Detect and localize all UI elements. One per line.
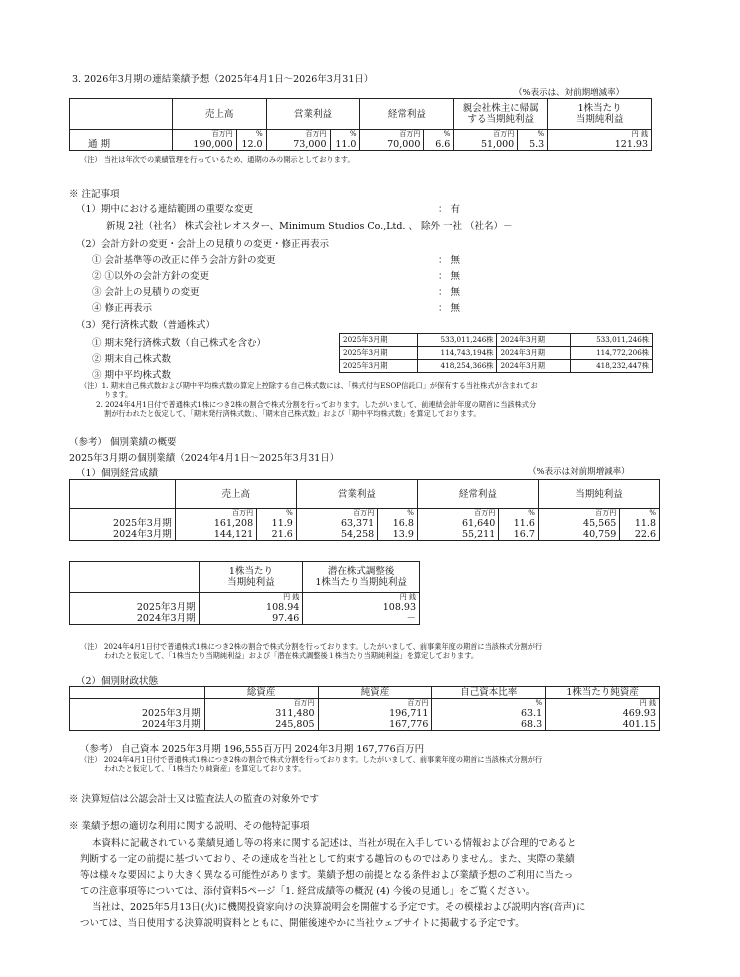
unit-million: 百万円: [538, 509, 619, 519]
forecast-value: 6.6: [424, 139, 454, 151]
forecast-row-label: 通 期: [70, 139, 173, 151]
caution-p1-line: 等は様々な要因により大きく異なる可能性があります。業績予想の前提となる条件および業績予想のご利用に当たっ: [80, 870, 574, 881]
shares-period: 2024年3月期: [497, 347, 571, 360]
shares-period: 2025年3月期: [340, 347, 418, 360]
individual-eps-table: [69, 561, 420, 625]
unit-million: 百万円: [318, 699, 432, 709]
unit-yen: 円 銭: [303, 593, 420, 603]
fin-row-label: 2025年3月期: [70, 708, 205, 719]
results-value: 13.9: [378, 529, 418, 541]
shares-note2a: 2. 2024年4月1日付で普通株式1株につき2株の割合で株式分割を行っております。したがいまして、前連結会計年度の期首に当該株式分: [96, 400, 537, 409]
notes-item3: （3）発行済株式数（普通株式）: [76, 320, 216, 331]
fin-header-assets: 総資産: [204, 687, 318, 699]
results-value: 161,208: [175, 518, 256, 529]
results-row-label: 2025年3月期: [70, 518, 176, 529]
forecast-value: 70,000: [360, 139, 424, 151]
forecast-header-eps-line2: 当期純利益: [575, 114, 624, 125]
unit-million: 百万円: [204, 699, 318, 709]
notes-item2-value: ： 無: [438, 255, 461, 266]
individual-financial-table: [69, 686, 660, 731]
eps-row-label: 2025年3月期: [70, 602, 200, 613]
forecast-header-net-income-line1: 親会社株主に帰属: [462, 103, 539, 114]
forecast-header-sales: 売上高: [172, 99, 266, 130]
notes-item2-row: ② ①以外の会計方針の変更: [92, 271, 210, 282]
eps-header-eps-line2: 当期純利益: [227, 577, 275, 588]
fin-header-net-assets: 純資産: [318, 687, 432, 699]
results-value: 11.8: [620, 518, 660, 529]
notes-item2-row: ③ 会計上の見積りの変更: [92, 287, 200, 298]
eps-note-a: （注） 2024年4月1日付で普通株式1株につき2株の割合で株式分割を行っております。したがいまして、前事業年度の期首に当該株式分割が行: [80, 642, 543, 651]
eps-note-b: われたと仮定して、「1株当たり当期純利益」および「潜在株式調整後１株当たり当期純利益」を算定しております。: [104, 651, 479, 660]
fin-value: 196,711: [318, 708, 432, 719]
notes-item2: （2）会計方針の変更・会計上の見積りの変更・修正再表示: [76, 239, 330, 250]
results-value: 16.8: [378, 518, 418, 529]
shares-value: 418,232,447株: [571, 360, 653, 373]
forecast-value: 5.3: [518, 139, 548, 151]
results-value: 45,565: [538, 518, 619, 529]
fin-value: 245,805: [204, 719, 318, 731]
unit-yen: 円 銭: [199, 593, 303, 603]
results-value: 11.9: [257, 518, 297, 529]
eps-header-eps-line1: 1株当たり: [228, 566, 273, 577]
forecast-header-eps-line1: 1株当たり: [577, 103, 622, 114]
unit-pct: %: [432, 699, 546, 709]
unit-pct: %: [236, 130, 266, 140]
shares-row-label: ② 期末自己株式数: [92, 354, 172, 365]
forecast-unit-note: （%表示は、対前期増減率）: [514, 88, 625, 98]
unit-million: 百万円: [360, 130, 424, 140]
caution-p1-line: ての注意事項等については、添付資料5ページ「1. 経営成績等の概況 (4) 今後の見通し」をご覧ください。: [80, 886, 536, 897]
fin-header-blank: [70, 687, 205, 699]
results-header-blank: [70, 480, 176, 509]
reference-unit-note: （%表示は対前期増減率）: [528, 467, 630, 477]
unit-million: 百万円: [454, 130, 518, 140]
forecast-value: 11.0: [330, 139, 360, 151]
forecast-title: 3. 2026年3月期の連結業績予想（2025年4月1日～2026年3月31日）: [72, 74, 374, 85]
forecast-header-ordinary: 経常利益: [360, 99, 454, 130]
notes-item1-detail: 新規 2社（社名） 株式会社レオスター、Minimum Studios Co.,Ltd. 、 除外 一社 （社名）－: [106, 221, 513, 232]
unit-pct: %: [620, 509, 660, 519]
eps-value: 108.93: [303, 602, 420, 613]
results-value: 54,258: [296, 529, 377, 541]
forecast-header-operating: 営業利益: [266, 99, 360, 130]
notes-item2-value: ： 無: [438, 287, 461, 298]
eps-value: 108.94: [199, 602, 303, 613]
results-row-label: 2024年3月期: [70, 529, 176, 541]
notes-item2-value: ： 無: [438, 303, 461, 314]
fin-value: 63.1: [432, 708, 546, 719]
forecast-header-blank: [70, 99, 173, 130]
notes-title: ※ 注記事項: [69, 189, 120, 200]
audit-statement: ※ 決算短信は公認会計士又は監査法人の監査の対象外です: [69, 794, 320, 805]
unit-pct: %: [518, 130, 548, 140]
results-value: 21.6: [257, 529, 297, 541]
caution-p1-line: 判断する一定の前提に基づいており、その達成を当社として約束する趣旨のものではありません。また、実際の業績: [80, 854, 575, 865]
fin-header-equity-ratio: 自己資本比率: [432, 687, 546, 699]
results-value: 22.6: [620, 529, 660, 541]
results-header-operating: 営業利益: [296, 480, 417, 509]
forecast-header-eps: [548, 99, 652, 130]
eps-header-eps: [199, 562, 303, 593]
forecast-value: 12.0: [236, 139, 266, 151]
reference-subtitle: 2025年3月期の個別業績（2024年4月1日～2025年3月31日）: [69, 453, 340, 464]
shares-value: 114,743,194株: [417, 347, 497, 360]
reference-item2: （2）個別財政状態: [76, 676, 159, 687]
fin-value: 167,776: [318, 719, 432, 731]
fin-row-label: 2024年3月期: [70, 719, 205, 731]
eps-value: 97.46: [199, 613, 303, 625]
unit-yen: 円 銭: [548, 130, 652, 140]
results-value: 16.7: [499, 529, 539, 541]
forecast-value: 121.93: [548, 139, 652, 151]
shares-note1b: ります。: [104, 390, 133, 399]
forecast-header-net-income: [454, 99, 548, 130]
forecast-unit-blank: [70, 130, 173, 140]
results-value: 61,640: [417, 518, 498, 529]
reference-item1: （1）個別経営成績: [76, 468, 159, 479]
notes-item1-value: ： 有: [438, 204, 461, 215]
fin-note-a: （注） 2024年4月1日付で普通株式1株につき2株の割合で株式分割を行っております。したがいまして、前事業年度の期首に当該株式分割が行: [80, 755, 543, 764]
notes-item2-row: ④ 修正再表示: [92, 303, 153, 314]
caution-p2-line: 当社は、2025年5月13日(火)に機関投資家向けの決算説明会を開催する予定です。その模様および説明内容(音声)に: [92, 902, 586, 913]
unit-million: 百万円: [296, 509, 377, 519]
forecast-table: [69, 98, 652, 151]
unit-million: 百万円: [172, 130, 236, 140]
shares-period: 2024年3月期: [497, 334, 571, 347]
eps-header-diluted: [303, 562, 420, 593]
forecast-value: 190,000: [172, 139, 236, 151]
eps-header-blank: [70, 562, 200, 593]
unit-yen: 円 銭: [546, 699, 660, 709]
individual-results-table: [69, 479, 660, 541]
shares-row-label: ① 期末発行済株式数（自己株式を含む）: [92, 338, 267, 349]
reference-title: （参考） 個別業績の概要: [69, 437, 177, 448]
results-value: 63,371: [296, 518, 377, 529]
shares-period: 2025年3月期: [340, 360, 418, 373]
shares-value: 533,011,246株: [417, 334, 497, 347]
eps-row-label: 2024年3月期: [70, 613, 200, 625]
results-value: 144,121: [175, 529, 256, 541]
forecast-value: 51,000: [454, 139, 518, 151]
results-header-net: 当期純利益: [538, 480, 659, 509]
shares-value: 114,772,206株: [571, 347, 653, 360]
results-value: 40,759: [538, 529, 619, 541]
unit-pct: %: [330, 130, 360, 140]
shares-note2b: 割が行われたと仮定して、「期末発行済株式数」、「期末自己株式数」および「期中平均株式数」を算定しております。: [104, 409, 481, 418]
notes-item2-value: ： 無: [438, 271, 461, 282]
notes-item2-row: ① 会計基準等の改正に伴う会計方針の変更: [92, 255, 276, 266]
fin-value: 68.3: [432, 719, 546, 731]
fin-unit-blank: [70, 699, 205, 709]
fin-value: 311,480: [204, 708, 318, 719]
shares-table: [339, 333, 653, 373]
fin-header-bps: 1株当たり純資産: [546, 687, 660, 699]
fin-value: 469.93: [546, 708, 660, 719]
eps-unit-blank: [70, 593, 200, 603]
shares-row-label: ③ 期中平均株式数: [92, 370, 172, 381]
results-header-ordinary: 経常利益: [417, 480, 538, 509]
shares-period: 2025年3月期: [340, 334, 418, 347]
fin-note-b: われたと仮定して、「1株当たり純資産」を算定しております。: [104, 764, 306, 773]
results-unit-blank: [70, 509, 176, 519]
caution-p1-line: 本資料に記載されている業績見通し等の将来に関する記述は、当社が現在入手している情報および合理的であると: [92, 838, 577, 849]
caution-title: ※ 業績予想の適切な利用に関する説明、その他特記事項: [69, 821, 310, 832]
results-value: 55,211: [417, 529, 498, 541]
eps-value: －: [303, 613, 420, 625]
unit-million: 百万円: [417, 509, 498, 519]
fin-value: 401.15: [546, 719, 660, 731]
forecast-value: 73,000: [266, 139, 330, 151]
notes-item1: （1）期中における連結範囲の重要な変更: [76, 204, 254, 215]
unit-pct: %: [378, 509, 418, 519]
results-value: 11.6: [499, 518, 539, 529]
unit-pct: %: [424, 130, 454, 140]
eps-header-diluted-line1: 潜在株式調整後: [327, 566, 395, 577]
forecast-note: （注） 当社は年次での業績管理を行っているため、通期のみの開示としております。: [80, 155, 355, 164]
shares-note1a: （注）1. 期末自己株式数および期中平均株式数の算定上控除する自己株式数には、「株式付与ESOP信託口」が保有する当社株式が含まれてお: [80, 381, 538, 390]
forecast-header-net-income-line2: する当期純利益: [467, 114, 534, 125]
unit-pct: %: [257, 509, 297, 519]
shares-period: 2024年3月期: [497, 360, 571, 373]
shares-value: 418,254,366株: [417, 360, 497, 373]
unit-million: 百万円: [266, 130, 330, 140]
equity-line: （参考） 自己資本 2025年3月期 196,555百万円 2024年3月期 167,776百万円: [80, 744, 425, 755]
results-header-sales: 売上高: [175, 480, 296, 509]
caution-p2-line: ついては、当日使用する決算説明資料とともに、開催後速やかに当社ウェブサイトに掲載する予定です。: [80, 918, 525, 929]
unit-pct: %: [499, 509, 539, 519]
eps-header-diluted-line2: 1株当たり当期純利益: [315, 577, 407, 588]
unit-million: 百万円: [175, 509, 256, 519]
shares-value: 533,011,246株: [571, 334, 653, 347]
